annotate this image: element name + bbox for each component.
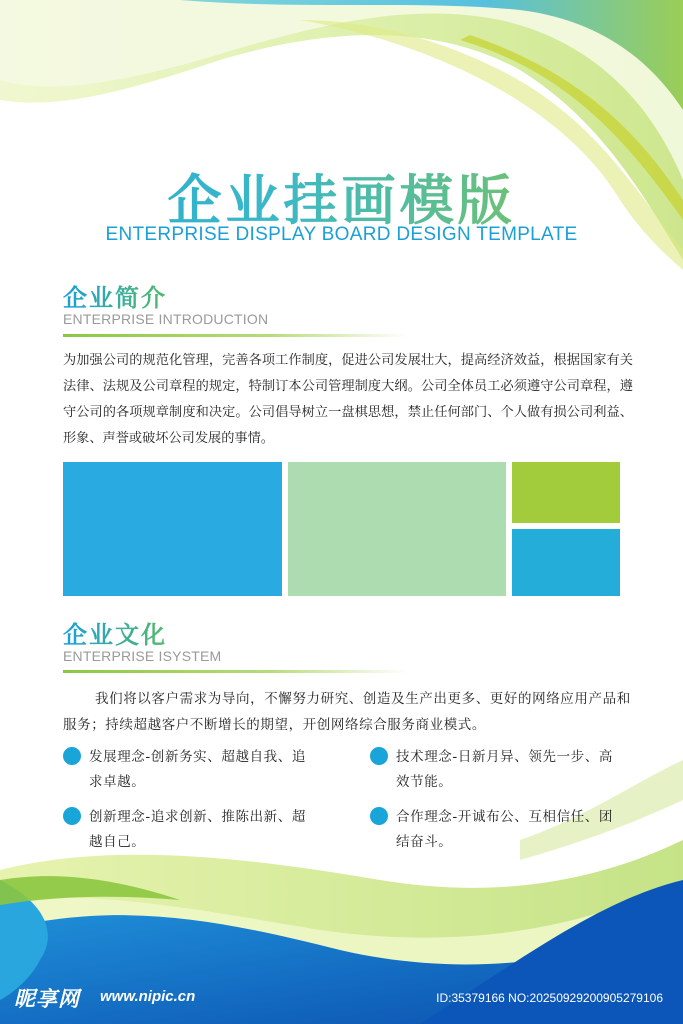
intro-section-subtitle: ENTERPRISE INTRODUCTION	[63, 311, 269, 327]
page-subtitle: ENTERPRISE DISPLAY BOARD DESIGN TEMPLATE	[105, 224, 578, 245]
image-placeholder-4	[512, 529, 620, 596]
intro-divider	[63, 334, 408, 337]
culture-item-text: 发展理念-创新务实、超越自我、追求卓越。	[89, 749, 306, 790]
watermark-logo: 昵享网	[14, 987, 80, 1011]
bullet-dot	[63, 747, 81, 765]
culture-section-subtitle: ENTERPRISE ISYSTEM	[63, 648, 222, 664]
page-title: 企业挂画模版	[0, 158, 683, 235]
watermark-site: www.nipic.cn	[100, 988, 196, 1005]
culture-item-text: 合作理念-开诚布公、互相信任、团结奋斗。	[396, 809, 613, 850]
culture-item-text: 创新理念-追求创新、推陈出新、超越自己。	[89, 809, 306, 850]
culture-section-title: 企业文化	[63, 615, 167, 650]
culture-item-text: 技术理念-日新月异、领先一步、高效节能。	[396, 749, 613, 790]
bullet-dot	[370, 747, 388, 765]
culture-divider	[63, 670, 408, 673]
watermark-id: ID:35379166 NO:20250929200905279106	[436, 991, 663, 1005]
image-placeholder-3	[512, 462, 620, 523]
bullet-dot	[370, 807, 388, 825]
culture-paragraph: 我们将以客户需求为导向，不懈努力研究、创造及生产出更多、更好的网络应用产品和服务；持续超越客户不断增长的期望，开创网络综合服务商业模式。	[63, 691, 631, 733]
image-placeholder-2	[288, 462, 506, 596]
bullet-dot	[63, 807, 81, 825]
intro-paragraph: 为加强公司的规范化管理，完善各项工作制度，促进公司发展壮大，提高经济效益，根据国家有关法律、法规及公司章程的规定，特制订本公司管理制度大纲。公司全体员工必须遵守公司章程，遵守公司的各项规章制度和决定。公司倡导树立一盘棋思想，禁止任何部门、个人做有损公司利益、形象、声誉或破坏公司发展的事情。	[63, 353, 633, 446]
intro-section-title: 企业简介	[63, 278, 167, 313]
image-placeholder-1	[63, 462, 282, 596]
